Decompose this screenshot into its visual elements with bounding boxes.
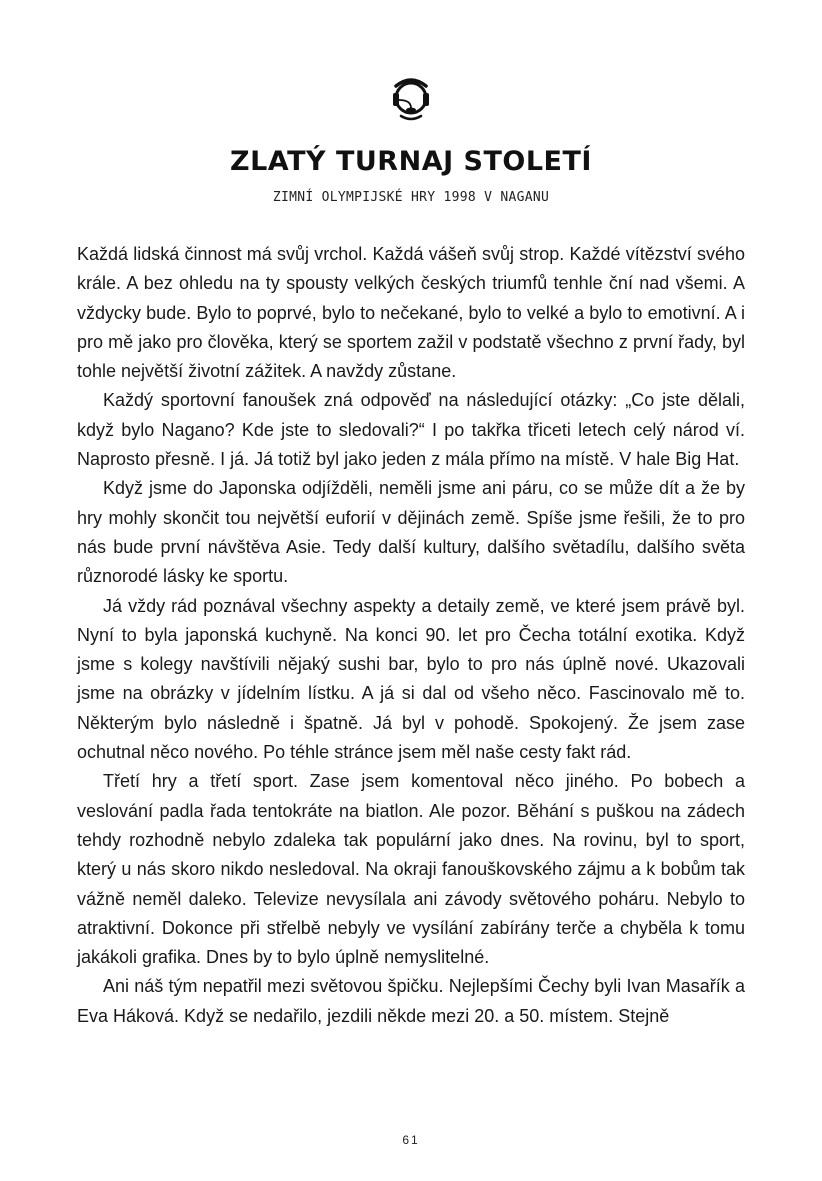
chapter-body (77, 240, 745, 1031)
chapter-title: ZLATÝ TURNAJ STOLETÍ (230, 146, 592, 177)
headset-icon (391, 78, 431, 122)
paragraph: Já vždy rád poznával všechny aspekty a detaily země, ve které jsem právě byl. Nyní to byla japonská kuchyně. Na konci 90. let pro Čecha totální exotika. Když jsme s kolegy navštívili nějaký sushi bar, bylo to pro nás úplně nové. Ukazovali jsme na obrázky v jídelním lístku. A já si dal od všeho něco. Fascinovalo mě to. Některým bylo následně i špatně. Já byl v pohodě. Spokojený. Že jsem zase ochutnal něco nového. Po téhle stránce jsem měl naše cesty fakt rád. (77, 595, 745, 763)
paragraph: Třetí hry a třetí sport. Zase jsem komentoval něco jiného. Po bobech a veslování padla řada tentokráte na biatlon. Ale pozor. Běhání s puškou na zádech tehdy rozhodně nebylo zdaleka tak populární jako dnes. Na rovinu, byl to sport, který u nás skoro nikdo nesledoval. Na okraji fanouškovského zájmu a k bobům tak vážně neměl daleko. Televize nevysílala ani závody světového poháru. Nebylo to atraktivní. Dokonce při střelbě nebyly ve vysílání zabírány terče a chyběla k tomu jakákoli grafika. Dnes by to bylo úplně nemyslitelné. (77, 771, 745, 968)
paragraph: Každý sportovní fanoušek zná odpověď na následující otázky: „Co jste dělali, když bylo Nagano? Kde jste to sledovali?“ I po takřka třiceti letech celý národ ví. Naprosto přesně. I já. Já totiž byl jako jeden z mála přímo na místě. V hale Big Hat. (77, 390, 745, 470)
paragraph: Ani náš tým nepatřil mezi světovou špičku. Nejlepšími Čechy byli Ivan Masařík a Eva Háková. Když se nedařilo, jezdili někde mezi 20. a 50. místem. Stejně (77, 976, 745, 1026)
paragraph: Když jsme do Japonska odjížděli, neměli jsme ani páru, co se může dít a že by hry mohly skončit tou největší euforií v dějinách země. Spíše jsme řešili, že to pro nás bude první návštěva Asie. Tedy další kultury, dalšího světadílu, dalšího světa různorodé lásky ke sportu. (77, 478, 745, 587)
paragraph: Každá lidská činnost má svůj vrchol. Každá vášeň svůj strop. Každé vítězství svého krále. A bez ohledu na ty spousty velkých českých triumfů tenhle ční nad všemi. A vždycky bude. Bylo to poprvé, bylo to nečekané, bylo to velké a bylo to emotivní. A i pro mě jako pro člověka, který se sportem zažil v podstatě všechno z první řady, byl tohle největší životní zážitek. A navždy zůstane. (77, 244, 745, 382)
page-number: 61 (402, 1133, 420, 1147)
chapter-subtitle: ZIMNÍ OLYMPIJSKÉ HRY 1998 V NAGANU (272, 190, 550, 205)
